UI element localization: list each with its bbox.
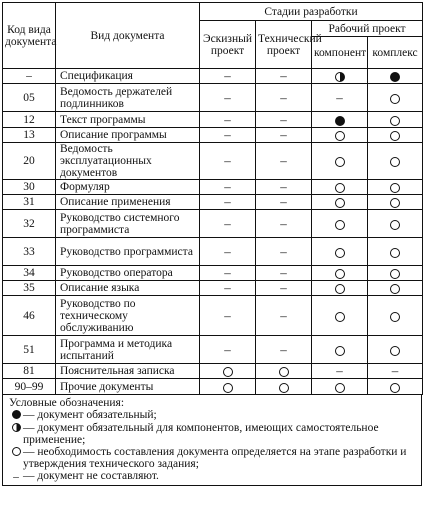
table-row bbox=[3, 195, 423, 210]
doc-name: Руководство по техническому обслуживанию bbox=[56, 296, 200, 336]
header-component: компонент bbox=[312, 37, 368, 69]
stage-cell-component bbox=[312, 195, 368, 210]
open-circle-icon bbox=[390, 269, 400, 279]
dash-symbol: – bbox=[391, 363, 399, 378]
stage-cell-component bbox=[312, 143, 368, 180]
stage-cell-draft bbox=[200, 195, 256, 210]
doc-name: Руководство программиста bbox=[56, 238, 200, 266]
open-circle-icon bbox=[390, 248, 400, 258]
table-row bbox=[3, 128, 423, 143]
dash-symbol: – bbox=[280, 307, 287, 323]
header-code: Код вида документа bbox=[3, 3, 56, 69]
open-circle-icon bbox=[390, 284, 400, 294]
doc-code: 13 bbox=[3, 128, 56, 143]
dash-symbol: – bbox=[224, 179, 231, 194]
legend-text: — необходимость составления документа определяется на этапе разработки и утверждения технического задания; bbox=[23, 446, 407, 470]
stage-cell-complex bbox=[368, 266, 423, 281]
stage-cell-draft bbox=[200, 364, 256, 379]
doc-name: Ведомость эксплуатационных документов bbox=[56, 143, 200, 180]
stage-cell-complex bbox=[368, 69, 423, 84]
stage-cell-draft bbox=[200, 266, 256, 281]
dash-symbol: – bbox=[280, 68, 287, 83]
table-row bbox=[3, 364, 423, 379]
dash-symbol: – bbox=[224, 89, 231, 105]
doc-name: Ведомость держателей подлинников bbox=[56, 84, 200, 112]
open-circle-icon bbox=[335, 284, 345, 294]
stage-cell-component bbox=[312, 379, 368, 395]
open-circle-icon bbox=[390, 312, 400, 322]
document-stages-table bbox=[2, 2, 423, 395]
open-circle-icon bbox=[390, 183, 400, 193]
stage-cell-complex bbox=[368, 112, 423, 128]
filled-circle-icon bbox=[390, 72, 400, 82]
open-circle-icon bbox=[335, 383, 345, 393]
doc-name: Текст программы bbox=[56, 112, 200, 128]
dash-symbol: – bbox=[224, 215, 231, 231]
doc-code: 20 bbox=[3, 143, 56, 180]
stage-cell-component bbox=[312, 296, 368, 336]
open-circle-icon bbox=[390, 383, 400, 393]
open-circle-icon bbox=[279, 367, 289, 377]
legend-item bbox=[9, 470, 415, 483]
stage-cell-component bbox=[312, 180, 368, 195]
dash-symbol: – bbox=[280, 243, 287, 259]
open-circle-icon bbox=[223, 383, 233, 393]
stage-cell-complex bbox=[368, 128, 423, 143]
dash-symbol: – bbox=[336, 89, 343, 105]
stage-cell-complex bbox=[368, 143, 423, 180]
stage-cell-draft bbox=[200, 128, 256, 143]
half-circle-icon bbox=[335, 72, 345, 82]
table-row bbox=[3, 69, 423, 84]
doc-name: Описание применения bbox=[56, 195, 200, 210]
open-circle-icon bbox=[335, 312, 345, 322]
stage-cell-technical bbox=[256, 69, 312, 84]
table-row bbox=[3, 143, 423, 180]
dash-symbol: – bbox=[280, 194, 287, 209]
legend-text: — документ обязательный для компонентов, имеющих самостоятельное применение; bbox=[23, 422, 379, 446]
dash-symbol: – bbox=[13, 471, 19, 483]
open-circle-icon bbox=[390, 94, 400, 104]
dash-symbol: – bbox=[280, 89, 287, 105]
stage-cell-technical bbox=[256, 112, 312, 128]
open-circle-icon bbox=[335, 346, 345, 356]
dash-symbol: – bbox=[224, 341, 231, 357]
table-row bbox=[3, 281, 423, 296]
doc-name: Пояснительная записка bbox=[56, 364, 200, 379]
doc-code: 33 bbox=[3, 238, 56, 266]
legend-text: — документ не составляют. bbox=[23, 470, 159, 482]
stage-cell-technical bbox=[256, 379, 312, 395]
stage-cell-complex bbox=[368, 281, 423, 296]
doc-code: 31 bbox=[3, 195, 56, 210]
stage-cell-component bbox=[312, 112, 368, 128]
stage-cell-draft bbox=[200, 379, 256, 395]
open-circle-icon bbox=[390, 346, 400, 356]
stage-cell-complex bbox=[368, 195, 423, 210]
open-circle-icon bbox=[390, 157, 400, 167]
stage-cell-draft bbox=[200, 143, 256, 180]
table-row bbox=[3, 210, 423, 238]
dash-symbol: – bbox=[224, 194, 231, 209]
dash-symbol: – bbox=[280, 280, 287, 295]
filled-circle-icon bbox=[335, 116, 345, 126]
stage-cell-draft bbox=[200, 84, 256, 112]
doc-name: Описание языка bbox=[56, 281, 200, 296]
dash-symbol: – bbox=[224, 280, 231, 295]
table-row bbox=[3, 379, 423, 395]
stage-cell-component bbox=[312, 84, 368, 112]
doc-code: 51 bbox=[3, 336, 56, 364]
dash-symbol: – bbox=[336, 363, 343, 378]
stage-cell-draft bbox=[200, 69, 256, 84]
open-circle-icon bbox=[12, 447, 21, 456]
stage-cell-component bbox=[312, 281, 368, 296]
dash-symbol: – bbox=[280, 215, 287, 231]
table-row bbox=[3, 266, 423, 281]
doc-code: 81 bbox=[3, 364, 56, 379]
open-circle-icon bbox=[223, 367, 233, 377]
doc-code: 30 bbox=[3, 180, 56, 195]
stage-cell-complex bbox=[368, 379, 423, 395]
stage-cell-draft bbox=[200, 281, 256, 296]
half-circle-icon bbox=[12, 423, 21, 432]
document-table-container bbox=[2, 2, 422, 486]
legend-item bbox=[9, 422, 415, 446]
dash-symbol: – bbox=[280, 153, 287, 168]
stage-cell-component bbox=[312, 69, 368, 84]
stage-cell-technical bbox=[256, 336, 312, 364]
doc-name: Программа и методика испытаний bbox=[56, 336, 200, 364]
dash-symbol: – bbox=[224, 265, 231, 280]
stage-cell-technical bbox=[256, 128, 312, 143]
doc-name: Руководство оператора bbox=[56, 266, 200, 281]
dash-symbol: – bbox=[224, 68, 231, 83]
legend-item bbox=[9, 446, 415, 470]
stage-cell-complex bbox=[368, 84, 423, 112]
stage-cell-component bbox=[312, 210, 368, 238]
stage-cell-technical bbox=[256, 281, 312, 296]
table-row bbox=[3, 296, 423, 336]
dash-symbol: – bbox=[280, 127, 287, 142]
header-working: Рабочий проект bbox=[312, 21, 423, 37]
stage-cell-draft bbox=[200, 238, 256, 266]
stage-cell-technical bbox=[256, 143, 312, 180]
stage-cell-component bbox=[312, 238, 368, 266]
stage-cell-component bbox=[312, 266, 368, 281]
doc-code: 05 bbox=[3, 84, 56, 112]
open-circle-icon bbox=[335, 183, 345, 193]
stage-cell-technical bbox=[256, 180, 312, 195]
doc-code: 34 bbox=[3, 266, 56, 281]
open-circle-icon bbox=[335, 198, 345, 208]
open-circle-icon bbox=[390, 198, 400, 208]
open-circle-icon bbox=[279, 383, 289, 393]
doc-code: 46 bbox=[3, 296, 56, 336]
open-circle-icon bbox=[335, 269, 345, 279]
stage-cell-complex bbox=[368, 336, 423, 364]
header-doc-type: Вид документа bbox=[56, 3, 200, 69]
stage-cell-draft bbox=[200, 112, 256, 128]
stage-cell-technical bbox=[256, 266, 312, 281]
dash-symbol: – bbox=[224, 243, 231, 259]
stage-cell-complex bbox=[368, 180, 423, 195]
doc-code: 90–99 bbox=[3, 379, 56, 395]
open-circle-icon bbox=[390, 220, 400, 230]
legend-title: Условные обозначения: bbox=[9, 397, 125, 409]
legend-item bbox=[9, 409, 415, 422]
header-technical: Технический проект bbox=[256, 21, 312, 69]
open-circle-icon bbox=[390, 116, 400, 126]
legend bbox=[2, 395, 422, 486]
doc-name: Руководство системного программиста bbox=[56, 210, 200, 238]
stage-cell-component bbox=[312, 128, 368, 143]
table-row bbox=[3, 84, 423, 112]
dash-symbol: – bbox=[224, 111, 231, 127]
doc-name: Формуляр bbox=[56, 180, 200, 195]
stage-cell-draft bbox=[200, 296, 256, 336]
stage-cell-draft bbox=[200, 180, 256, 195]
doc-code: 35 bbox=[3, 281, 56, 296]
doc-name: Прочие документы bbox=[56, 379, 200, 395]
dash-symbol: – bbox=[280, 111, 287, 127]
doc-name: Спецификация bbox=[56, 69, 200, 84]
open-circle-icon bbox=[335, 248, 345, 258]
stage-cell-complex bbox=[368, 364, 423, 379]
legend-text: — документ обязательный; bbox=[23, 409, 157, 421]
stage-cell-technical bbox=[256, 238, 312, 266]
table-row bbox=[3, 180, 423, 195]
header-stages: Стадии разработки bbox=[200, 3, 423, 21]
stage-cell-technical bbox=[256, 84, 312, 112]
dash-symbol: – bbox=[280, 179, 287, 194]
header-draft: Эскизный проект bbox=[200, 21, 256, 69]
stage-cell-complex bbox=[368, 210, 423, 238]
dash-symbol: – bbox=[224, 127, 231, 142]
doc-name: Описание программы bbox=[56, 128, 200, 143]
stage-cell-technical bbox=[256, 364, 312, 379]
dash-symbol: – bbox=[224, 153, 231, 168]
filled-circle-icon bbox=[12, 410, 21, 419]
table-row bbox=[3, 112, 423, 128]
stage-cell-complex bbox=[368, 296, 423, 336]
stage-cell-technical bbox=[256, 296, 312, 336]
stage-cell-component bbox=[312, 336, 368, 364]
stage-cell-technical bbox=[256, 210, 312, 238]
stage-cell-complex bbox=[368, 238, 423, 266]
open-circle-icon bbox=[390, 131, 400, 141]
stage-cell-draft bbox=[200, 336, 256, 364]
header-complex: комплекс bbox=[368, 37, 423, 69]
dash-symbol: – bbox=[224, 307, 231, 323]
open-circle-icon bbox=[335, 157, 345, 167]
stage-cell-technical bbox=[256, 195, 312, 210]
dash-symbol: – bbox=[280, 265, 287, 280]
open-circle-icon bbox=[335, 220, 345, 230]
open-circle-icon bbox=[335, 131, 345, 141]
table-row bbox=[3, 238, 423, 266]
stage-cell-draft bbox=[200, 210, 256, 238]
dash-symbol: – bbox=[280, 341, 287, 357]
doc-code: 12 bbox=[3, 112, 56, 128]
table-row bbox=[3, 336, 423, 364]
doc-code: 32 bbox=[3, 210, 56, 238]
doc-code: – bbox=[3, 69, 56, 84]
stage-cell-component bbox=[312, 364, 368, 379]
